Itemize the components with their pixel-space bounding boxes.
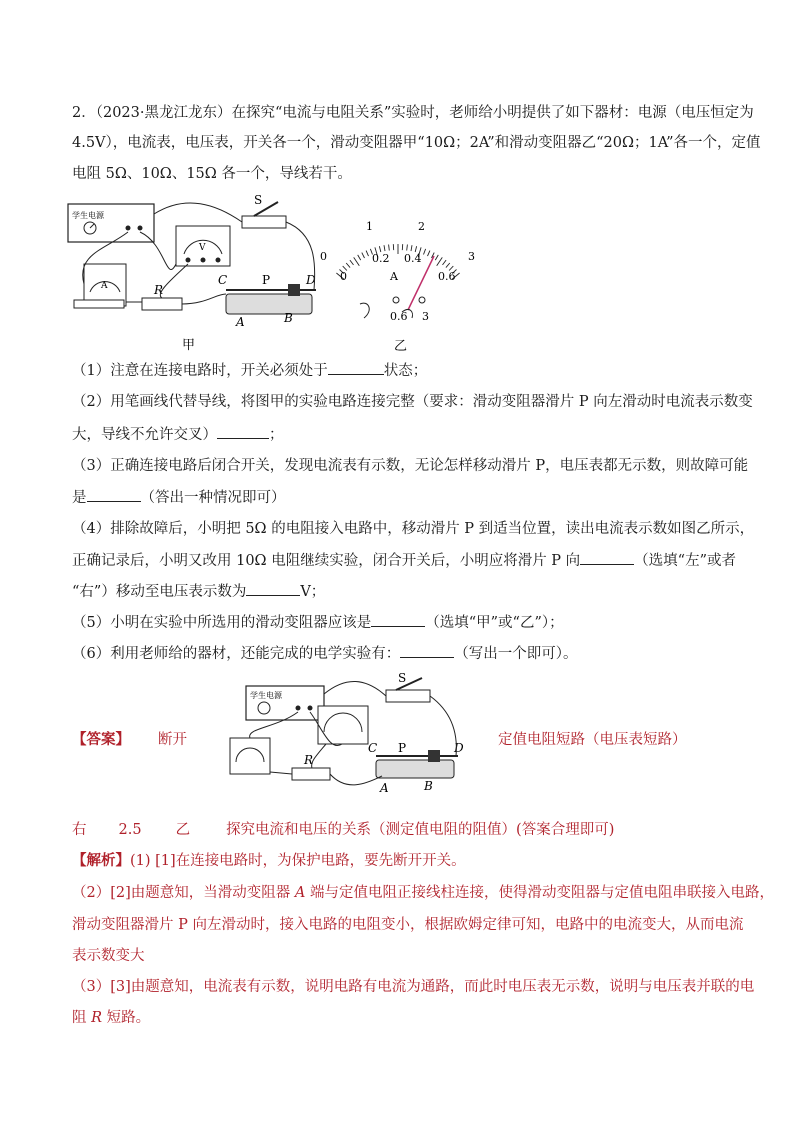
dial-tick bbox=[424, 249, 426, 255]
answer-blank-1[interactable] bbox=[328, 360, 384, 375]
answer-1: 断开 bbox=[158, 732, 187, 748]
dial-top-1: 1 bbox=[366, 220, 373, 233]
item-4: （4）排除故障后，小明把 5Ω 的电阻接入电路中，移动滑片 P 到适当位置，读出电流表示数如图乙所示， bbox=[72, 521, 755, 537]
figure-label-yi: 乙 bbox=[394, 339, 408, 354]
voltmeter-label: V bbox=[199, 243, 206, 253]
item-1: （1）注意在连接电路时，开关必须处于 状态； bbox=[72, 360, 427, 381]
dial-tick bbox=[411, 245, 412, 251]
question-line-3: 电阻 5Ω、10Ω、15Ω 各一个，导线若干。 bbox=[72, 166, 352, 182]
circuit-figure-jia bbox=[66, 194, 328, 354]
item-4-cont2: “右”）移动至电压表示数为 V； bbox=[72, 581, 325, 602]
answer-row-2 bbox=[72, 820, 614, 840]
dial-tick bbox=[350, 260, 354, 265]
terminal-3: 3 bbox=[422, 310, 429, 323]
answer-terminal-d: D bbox=[454, 741, 464, 755]
dial-tick bbox=[366, 251, 368, 257]
dial-tick bbox=[346, 263, 350, 268]
dial-tick bbox=[437, 257, 443, 265]
dial-tick bbox=[358, 255, 361, 260]
analysis-line-2: （2）[2]由题意知，当滑动变阻器 A 端与定值电阻正接线柱连接，使得滑动变阻器与定值电阻串联接入电路， bbox=[72, 885, 774, 901]
answer-6: 探究电流和电压的关系（测定值电阻的阻值）(答案合理即可) bbox=[226, 822, 615, 838]
dial-tick bbox=[428, 251, 430, 257]
answer-slider-p: P bbox=[398, 741, 407, 755]
answer-terminal-b: B bbox=[424, 779, 433, 793]
dial-bottom-02: 0.2 bbox=[372, 252, 390, 265]
item-2: （2）用笔画线代替导线，将图甲的实验电路连接完整（要求：滑动变阻器滑片 P 向左滑动时电流表示数变 bbox=[72, 394, 753, 410]
dial-bottom-0: 0 bbox=[340, 270, 347, 283]
terminal-d-label: D bbox=[306, 273, 316, 287]
answer-4a: 右 bbox=[72, 822, 87, 838]
analysis-line-3: 滑动变阻器滑片 P 向左滑动时，接入电路的电阻变小，根据欧姆定律可知，电路中的电流变大，从而电流 bbox=[72, 917, 744, 933]
item-2-cont: 大，导线不允许交叉） ； bbox=[72, 424, 284, 445]
answer-blank-4b[interactable] bbox=[246, 581, 300, 596]
power-supply-label: 学生电源 bbox=[72, 211, 104, 220]
item-3-cont: 是 （答出一种情况即可） bbox=[72, 487, 286, 508]
item-4-cont: 正确记录后，小明又改用 10Ω 电阻继续实验，闭合开关后，小明应将滑片 P 向 （选填“左”或者 bbox=[72, 550, 736, 571]
switch-label: S bbox=[254, 194, 263, 207]
dial-top-left-0: 0 bbox=[320, 250, 327, 263]
answer-4b: 2.5 bbox=[118, 822, 142, 838]
analysis-line-5: （3）[3]由题意知，电流表有示数，说明电路有电流为通路，而此时电压表无示数，说明与电压表并联的电 bbox=[72, 979, 755, 995]
terminal-a-label: A bbox=[236, 315, 245, 329]
dial-tick bbox=[384, 245, 385, 251]
answer-3: 定值电阻短路（电压表短路） bbox=[498, 732, 687, 748]
answer-blank-4a[interactable] bbox=[580, 550, 634, 565]
resistor-label: R bbox=[154, 283, 164, 297]
analysis-line-1: 【解析】(1) [1]在连接电路时，为保护电路，要先断开开关。 bbox=[72, 852, 466, 869]
answer-switch-label: S bbox=[398, 672, 407, 685]
answer-power-supply-label: 学生电源 bbox=[250, 691, 282, 700]
dial-tick bbox=[389, 245, 390, 251]
answer-blank-6[interactable] bbox=[400, 643, 454, 658]
analysis-line-6: 阻 R 短路。 bbox=[72, 1010, 151, 1026]
answer-tag: 【答案】 bbox=[72, 731, 130, 748]
dial-unit: A bbox=[390, 270, 398, 283]
ammeter-label: A bbox=[101, 281, 108, 291]
answer-terminal-c: C bbox=[368, 741, 378, 755]
dial-tick bbox=[446, 263, 450, 268]
dial-tick bbox=[354, 257, 360, 265]
dial-tick bbox=[443, 260, 447, 265]
analysis-tag: 【解析】 bbox=[72, 852, 130, 869]
slider-p-label: P bbox=[262, 273, 271, 287]
question-line-2: 4.5V），电流表，电压表，开关各一个，滑动变阻器甲“10Ω；2A”和滑动变阻器乙“20Ω；1A”各一个，定值 bbox=[72, 135, 761, 151]
dial-top-3: 3 bbox=[468, 250, 475, 263]
dial-bottom-04: 0.4 bbox=[404, 252, 422, 265]
dial-top-2: 2 bbox=[418, 220, 425, 233]
answer-5: 乙 bbox=[175, 822, 191, 838]
answer-terminal-a: A bbox=[380, 781, 389, 795]
item-5: （5）小明在实验中所选用的滑动变阻器应该是 （选填“甲”或“乙”）； bbox=[72, 612, 564, 633]
terminal-c-label: C bbox=[218, 273, 228, 287]
item-6: （6）利用老师给的器材，还能完成的电学实验有： （写出一个即可）。 bbox=[72, 643, 577, 664]
answer-resistor-label: R bbox=[304, 753, 314, 767]
figure-label-jia: 甲 bbox=[182, 338, 196, 353]
dial-bottom-06: 0.6 bbox=[438, 270, 456, 283]
question-line-1: 2．（2023·黑龙江龙东）在探究“电流与电阻关系”实验时，老师给小明提供了如下器材：电源（电压恒定为 bbox=[72, 105, 754, 121]
terminal-06: 0.6 bbox=[390, 310, 408, 323]
item-3: （3）正确连接电路后闭合开关，发现电流表有示数，无论怎样移动滑片 P，电压表都无示数，则故障可能 bbox=[72, 458, 749, 474]
answer-blank-5[interactable] bbox=[371, 612, 425, 627]
dial-tick bbox=[435, 255, 438, 260]
answer-circuit-figure bbox=[226, 672, 488, 802]
terminal-b-label: B bbox=[284, 311, 293, 325]
dial-tick bbox=[407, 245, 408, 251]
answer-blank-3[interactable] bbox=[87, 487, 141, 502]
analysis-line-4: 表示数变大 bbox=[72, 948, 145, 964]
answer-row-1 bbox=[72, 730, 187, 750]
answer-blank-2[interactable] bbox=[217, 424, 269, 439]
dial-tick bbox=[362, 253, 365, 258]
ammeter-dial-figure-yi bbox=[318, 214, 484, 354]
